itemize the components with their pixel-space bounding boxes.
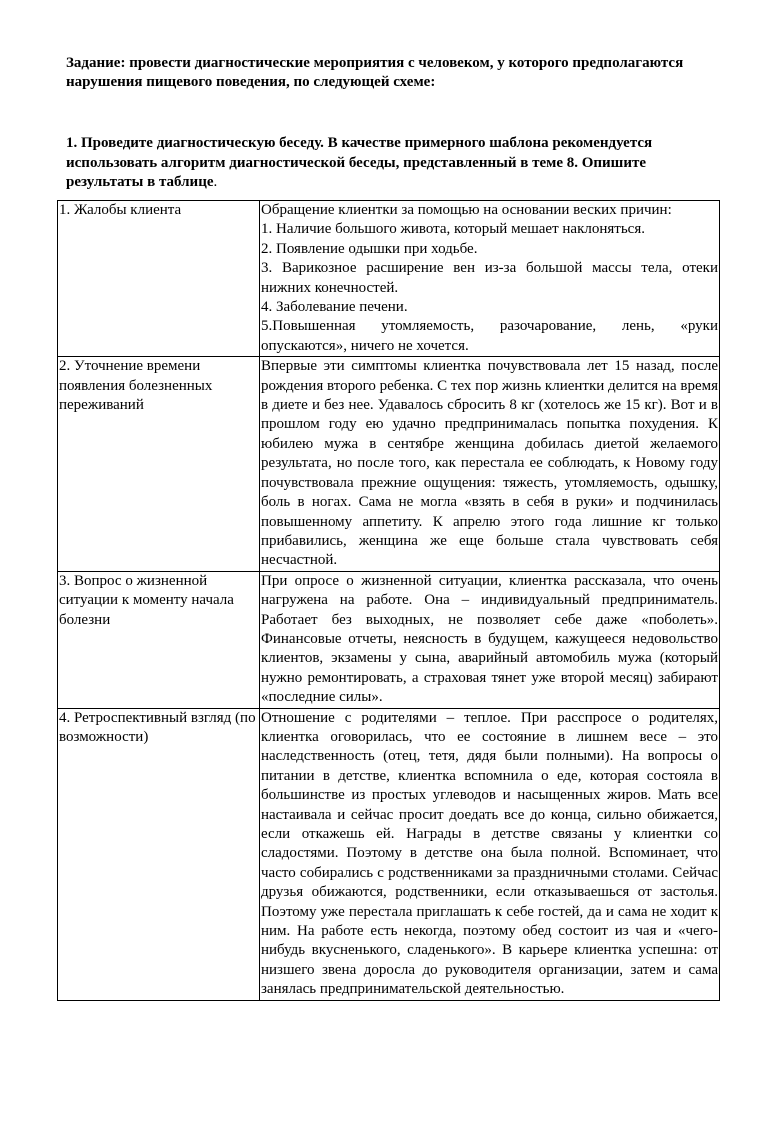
row-answer [260, 357, 720, 571]
table-row [58, 571, 720, 708]
row-answer [260, 571, 720, 708]
answer-line: 4. Заболевание печени. [261, 299, 408, 316]
row-question: 3. Вопрос о жизненной ситуации к моменту начала болезни [58, 571, 260, 708]
table-row [58, 201, 720, 357]
answer-line: 5.Повышенная утомляемость, разочарование, лень, «руки опускаются», ничего не хочется. [261, 318, 718, 354]
row-question: 2. Уточнение времени появления болезненных переживаний [58, 357, 260, 571]
answer-line: Обращение клиентки за помощью на основании веских причин: [261, 202, 672, 218]
row-question: 1. Жалобы клиента [58, 201, 260, 357]
answer-line: Отношение с родителями – теплое. При расспросе о родителях, клиентка оговорилась, что ее состояние в лишнем весе – это наследственность (отец, тетя, дядя были полными). На вопросы о питании в детстве, клиентка вспомнила о еде, которая состояла в большинстве из простых углеводов и насыщенных жиров. Мать все настаивала и сейчас просит доедать все до конца, сильно обижается, если откажешь ей. Награды в детстве связаны у клиентки со сладостями. Поэтому в детстве она была полной. Вспоминает, что часто собирались с родственниками за праздничными столами. Сейчас друзья обижаются, родственники, если отказываешься от застолья. Поэтому уже перестала приглашать к себе гостей, да и сама не ходит к ним. На работе есть некогда, поэтому обед состоит из чая и «чего-нибудь вкусненького, сладенького». В карьере клиентка успешна: от низшего звена доросла до руководителя организации, затем и сама занялась предпринимательской деятельностью. [261, 709, 718, 998]
answer-line: При опросе о жизненной ситуации, клиентка рассказала, что очень нагружена на работе. Она – индивидуальный предприниматель. Работает без выходных, не позволяет себе даже «поболеть». Финансовые отчеты, неясность в будущем, кажущееся недовольство клиентов, экзамены у сына, аварийный автомобиль мужа (который нужно ремонтировать, а страховая тянет уже второй месяц) забирают «последние силы». [261, 572, 718, 706]
answer-line: 2. Появление одышки при ходьбе. [261, 240, 478, 257]
table-row [58, 708, 720, 1000]
answer-line: 3. Варикозное расширение вен из-за большой массы тела, отеки нижних конечностей. [261, 260, 718, 296]
section-heading [66, 134, 716, 193]
results-table [57, 200, 720, 1001]
row-answer [260, 708, 720, 1000]
section-heading-period: . [213, 174, 218, 190]
row-question: 4. Ретроспективный взгляд (по возможности) [58, 708, 260, 1000]
table-row [58, 357, 720, 571]
answer-line: 1. Наличие большого живота, который мешает наклоняться. [261, 221, 645, 238]
task-heading: Задание: провести диагностические мероприятия с человеком, у которого предполагаются нарушения пищевого поведения, по следующей схеме: [66, 55, 684, 90]
section-heading-text: 1. Проведите диагностическую беседу. В качестве примерного шаблона рекомендуется использовать алгоритм диагностической беседы, представленный в теме 8. Опишите результаты в таблице [66, 135, 653, 190]
answer-line: Впервые эти симптомы клиентка почувствовала лет 15 назад, после рождения второго ребенка. С тех пор жизнь клиентки делится на время в диете и без нее. Удавалось сбросить 8 кг (хотелось же 15 кг). Вот и в прошлом году ею удачно предпринималась попытка похудения. К юбилею мужа в сентябре женщина добилась диетой желаемого результата, но после того, как перестала ее соблюдать, к Новому году почувствовала прежние ощущения: тяжесть, утомляемость, одышку, боль в ногах. Сама не могла «взять в себя в руки» и подчинилась повышенному аппетиту. К апрелю этого года лишние кг только прибавились, женщина же еще больше стала чувствовать себя несчастной. [261, 358, 718, 569]
row-answer [260, 201, 720, 357]
